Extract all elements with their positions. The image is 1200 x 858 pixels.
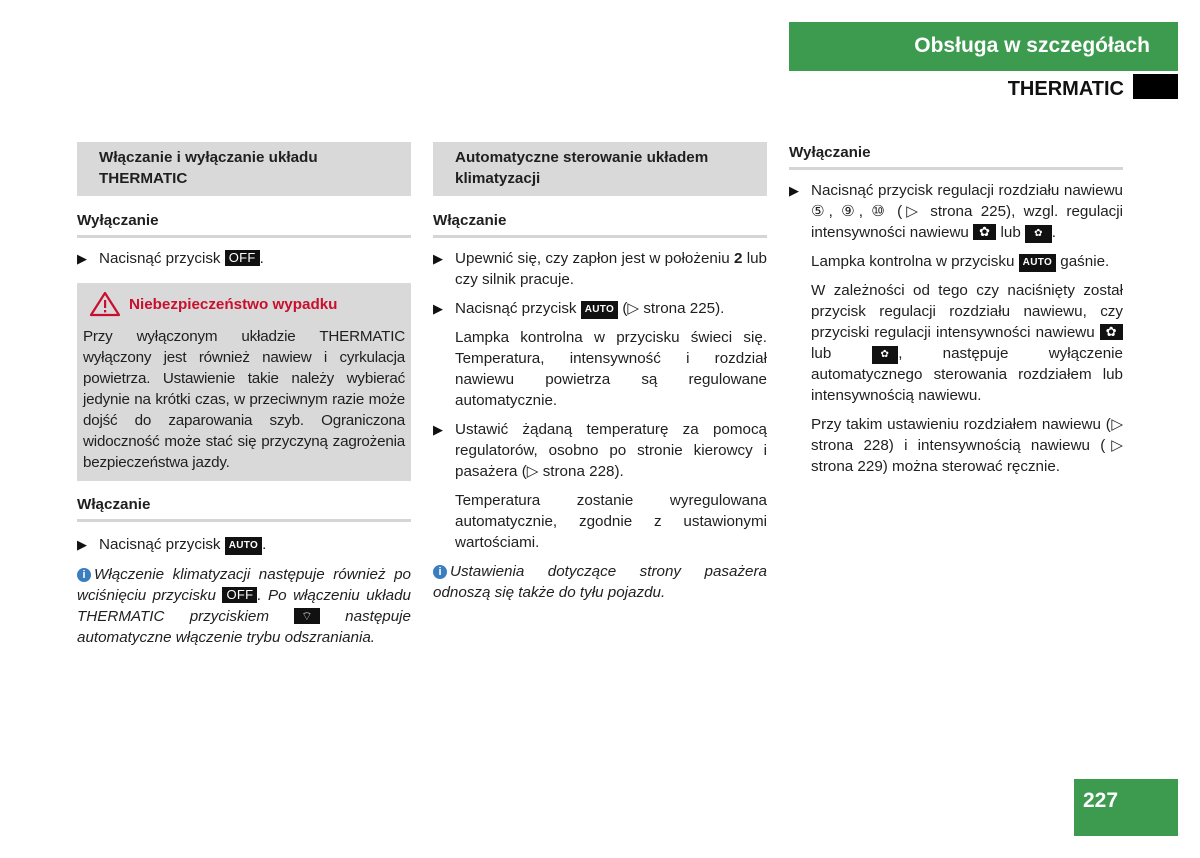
step-3-note: Temperatura zostanie wyregulowana automatycznie, zgodnie z ustawionymi wartościami.	[455, 492, 767, 551]
step-1-text: Nacisnąć przycisk regulacji rozdziału nawiewu ⑤, ⑨, ⑩ (	[811, 182, 1123, 220]
on-heading: Włączanie	[433, 210, 767, 238]
fan-decrease-key-icon: ✿	[872, 346, 899, 364]
note-3-text-1: Przy takim ustawieniu rozdziałem nawiewu (	[811, 416, 1111, 433]
note-2	[811, 280, 1123, 406]
column-3	[789, 142, 1123, 477]
box-title: Włączanie i wyłączanie układu THERMATIC	[77, 142, 411, 196]
auto-key: AUTO	[581, 301, 618, 319]
info-icon: i	[77, 568, 91, 582]
page-ref-icon: ▷	[1110, 416, 1123, 433]
on-step: ▶ Nacisnąć przycisk AUTO .	[77, 536, 267, 553]
step-3	[433, 419, 767, 482]
step-2-note: Lampka kontrolna w przycisku świeci się. Temperatura, intensywność i rozdział nawiewu powietrza są regulowane automatycznie.	[455, 329, 767, 409]
arrow-icon: ▶	[433, 251, 443, 266]
step-1-rest: lub czy silnik pracuje.	[455, 250, 767, 288]
page-number: 227	[1074, 779, 1178, 836]
arrow-icon: ▶	[77, 251, 87, 266]
step-2-text: Nacisnąć przycisk	[455, 300, 577, 317]
arrow-icon: ▶	[77, 537, 87, 552]
info-text-3: następuje automatyczne włączenie trybu odszraniania.	[77, 608, 411, 646]
auto-key: AUTO	[225, 537, 262, 555]
ignition-position: 2	[733, 250, 743, 267]
step-2: ▶ Nacisnąć przycisk AUTO (▷ strona 225).	[433, 300, 725, 317]
fan-increase-key-icon: ✿	[973, 224, 996, 240]
info-text: Ustawienia dotyczące strony pasażera odnoszą się także do tyłu pojazdu.	[433, 563, 767, 601]
fan-increase-key-icon: ✿	[1100, 324, 1123, 340]
page-ref-text: strona 228).	[542, 463, 624, 480]
arrow-icon: ▶	[433, 422, 443, 437]
step-1: ▶ Nacisnąć przycisk regulacji rozdziału nawiewu ⑤, ⑨, ⑩ (▷ strona 225), wzgl. regulacji intensywności nawiewu ✿ lub ✿ .	[789, 182, 1123, 241]
warning-triangle-icon	[89, 291, 121, 317]
column-1	[77, 142, 411, 648]
section-marker-bar	[1133, 74, 1178, 99]
or-text: lub	[811, 345, 832, 362]
note-1	[811, 251, 1123, 272]
note-2-text-2: , następuje wyłączenie automatycznego sterowania rozdziałem lub intensywnością nawiewu.	[811, 345, 1123, 404]
off-key: OFF	[225, 250, 260, 266]
info-note	[433, 561, 767, 603]
box-title: Automatyczne sterowanie układem klimatyzacji	[433, 142, 767, 196]
warning-title: Niebezpieczeństwo wypadku	[129, 295, 338, 313]
off-key: OFF	[222, 587, 257, 603]
step-1	[433, 248, 767, 290]
off-heading: Wyłączanie	[77, 210, 411, 238]
page-ref-icon: ▷	[1105, 437, 1123, 454]
defrost-key-icon: ⌔	[294, 608, 320, 624]
step-1-ref: strona 225), wzgl. regulacji intensywności nawiewu	[811, 203, 1123, 241]
note-3-text-3: strona 229) można sterować ręcznie.	[811, 458, 1061, 475]
page-ref-icon: ▷	[902, 203, 922, 220]
off-step: ▶ Nacisnąć przycisk OFF .	[77, 250, 264, 267]
note-3	[811, 414, 1123, 477]
page-ref-text: strona 225).	[643, 300, 725, 317]
section-title: THERMATIC	[1007, 78, 1124, 100]
arrow-icon: ▶	[789, 183, 799, 198]
chapter-header: Obsługa w szczegółach	[789, 22, 1178, 71]
note-3-text-2: strona 228) i intensywnością nawiewu (	[811, 437, 1106, 454]
on-heading: Włączanie	[77, 494, 411, 522]
fan-decrease-key-icon: ✿	[1025, 225, 1052, 243]
off-step-text: Nacisnąć przycisk	[99, 250, 221, 267]
or-text: lub	[1000, 224, 1021, 241]
column-2	[433, 142, 767, 603]
info-text-1: Włączenie klimatyzacji następuje również po wciśnięciu przycisku	[77, 566, 411, 604]
note-2-text-1: W zależności od tego czy naciśnięty został przycisk regulacji rozdziału nawiewu, czy przyciski regulacji intensywności nawiewu	[811, 282, 1123, 341]
note-1-end: gaśnie.	[1060, 253, 1110, 270]
on-step-text: Nacisnąć przycisk	[99, 536, 221, 553]
note-1-text: Lampka kontrolna w przycisku	[811, 253, 1015, 270]
page-ref-icon: ▷	[526, 463, 539, 480]
info-note	[77, 564, 411, 648]
step-1-text: Upewnić się, czy zapłon jest w położeniu	[455, 250, 730, 267]
page-ref-icon: ▷	[627, 300, 640, 317]
off-heading: Wyłączanie	[789, 142, 1123, 170]
auto-key: AUTO	[1019, 254, 1056, 272]
step-3-text: Ustawić żądaną temperaturę za pomocą regulatorów, osobno po stronie kierowcy i pasażera (	[455, 421, 767, 480]
info-icon: i	[433, 565, 447, 579]
arrow-icon: ▶	[433, 301, 443, 316]
warning-box	[77, 283, 411, 481]
warning-text: Przy wyłączonym układzie THERMATIC wyłączony jest również nawiew i cyrkulacja powietrza. Ustawienie takie należy wybierać jedynie na krótki czas, w przeciwnym razie może dojść do zaparowania szyb. Ograniczona widoczność może stać się przyczyną zagrożenia bezpieczeństwa jazdy.	[83, 328, 405, 471]
info-text-2: . Po włączeniu układu THERMATIC przyciskiem	[77, 587, 411, 625]
